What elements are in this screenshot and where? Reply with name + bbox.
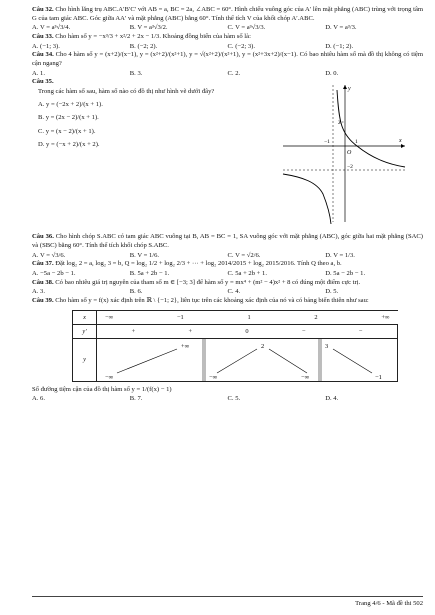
x-label: x: [399, 138, 402, 145]
y-value: 2: [261, 342, 265, 350]
option-d: D. 5.: [325, 288, 339, 296]
option-a: A. 1.: [32, 69, 46, 77]
left-branch-curve: [283, 174, 331, 224]
y-label: y: [348, 86, 351, 93]
question-text: Cho hình lăng trụ ABC.A′B′C′ với AB = a, BC = 2a, ∠ABC = 60°. Hình chiếu vuông góc của A′ lên mặt phẳng (ABC) trùng với trọng tâm G của tam giác ABC. Góc giữa AA′ và mặt phẳng (ABC) bằng 60°. Tính thể tích V của khối chóp A′.ABC.: [32, 6, 423, 22]
y-value: −1: [375, 373, 382, 381]
y-row: [73, 338, 398, 381]
question-number: Câu 35.: [32, 78, 54, 86]
option-c: C. 4.: [227, 288, 241, 296]
option-b: B. y = (2x − 2)/(x + 1).: [38, 114, 99, 122]
option-c: C. 2.: [227, 69, 241, 77]
question-39-followup: Số đường tiệm cận của đồ thị hàm số y = 1/(f(x) − 1): [32, 385, 172, 393]
question-35: [32, 78, 423, 233]
sign: +: [131, 327, 136, 335]
x-value: 2: [314, 313, 318, 321]
question-number: Câu 32.: [32, 6, 54, 13]
option-d: D. 5a − 2b − 1.: [325, 269, 366, 277]
option-a: A. y = (−2x + 2)/(x + 1).: [38, 100, 103, 108]
options-37: [32, 270, 423, 279]
tick-2: 2: [338, 120, 341, 127]
tick-1: 1: [355, 139, 358, 146]
function-graph: [277, 82, 407, 227]
option-b: B. V = 1/6.: [129, 251, 160, 259]
option-b: B. 3.: [129, 69, 143, 77]
question-number: Câu 34.: [32, 51, 54, 59]
options-32: [32, 24, 423, 33]
option-c: C. V = √2/6.: [227, 251, 261, 259]
y-value: 3: [325, 342, 329, 350]
x-value: +∞: [381, 313, 390, 321]
option-c: C. V = a³√3/3.: [227, 24, 266, 32]
option-d: D. 0.: [325, 69, 339, 77]
question-text: Có bao nhiêu giá trị nguyên của tham số m ∈ [−3; 3] để hàm số y = mx⁴ + (m² − 4)x² + 8 có đúng một điểm cực trị.: [55, 278, 361, 286]
question-text: Trong các hàm số sau, hàm số nào có đồ thị như hình vẽ dưới đây?: [38, 87, 215, 95]
question-number: Câu 36.: [32, 233, 54, 241]
option-b: B. 6.: [129, 288, 143, 296]
option-d: D. (−1; 2).: [325, 42, 354, 50]
sign: +: [188, 327, 193, 335]
variation-arrows: [97, 339, 397, 381]
options-34: [32, 70, 423, 79]
x-row-label: x: [73, 310, 97, 324]
option-c: C. 5a + 2b + 1.: [227, 269, 267, 277]
tick-neg-2: −2: [347, 164, 353, 171]
question-number: Câu 33.: [32, 32, 54, 40]
option-a: A. V = √3/6.: [32, 251, 66, 259]
option-c: C. (−2; 3).: [227, 42, 256, 50]
option-b: B. (−2; 2).: [129, 42, 158, 50]
option-a: A. 6.: [32, 395, 46, 403]
option-c: C. y = (x − 2)/(x + 1).: [38, 127, 96, 135]
options-36: [32, 252, 423, 261]
option-d: D. 4.: [325, 395, 339, 403]
variation-table: [72, 310, 398, 382]
question-text: Cho hàm số y = −x³/3 + x²/2 + 2x − 1/3. Khoảng đồng biến của hàm số là:: [55, 32, 251, 40]
options-39: [32, 395, 423, 404]
option-a: A. V = a³√3/4.: [32, 24, 71, 32]
question-text: Đặt log₂ 2 = a, log₂ 3 = b, Q = log₂ 1/2 + log₂ 2/3 + ··· + log₂ 2014/2015 + log₂ 2015/2016. Tính Q theo a, b.: [55, 260, 342, 268]
question-text: Cho hàm số y = f(x) xác định trên ℝ \ {−1; 2}, liên tục trên các khoảng xác định của nó và có bảng biến thiên như sau:: [55, 297, 369, 305]
question-32: [32, 6, 423, 23]
option-b: B. 5a + 2b − 1.: [129, 269, 170, 277]
question-39: [32, 297, 423, 306]
question-37: [32, 260, 423, 269]
y-value: +∞: [181, 342, 190, 350]
origin-label: O: [347, 150, 352, 157]
question-number: Câu 37.: [32, 260, 54, 268]
derivative-row: [73, 324, 398, 338]
option-a: A. 3.: [32, 288, 46, 296]
option-c: C. 5.: [227, 395, 241, 403]
y-row-label: y: [73, 338, 97, 381]
sign: −: [301, 327, 306, 335]
options-38: [32, 288, 423, 297]
sign: −: [358, 327, 363, 335]
y-value: −∞: [105, 373, 114, 381]
x-value: −∞: [105, 313, 114, 321]
option-d: D. V = 1/3.: [325, 251, 355, 259]
option-d: D. y = (−x + 2)/(x + 2).: [38, 141, 100, 149]
tick-neg-1: −1: [324, 139, 330, 146]
question-number: Câu 38.: [32, 278, 54, 286]
option-b: B. 7.: [129, 395, 143, 403]
x-value: −1: [176, 313, 184, 321]
question-38: [32, 279, 423, 288]
question-text: Cho hình chóp S.ABC có tam giác ABC vuông tại B, AB = BC = 1, SA vuông góc với mặt phẳng (ABC), góc giữa hai mặt phẳng (SAC) và (SBC) bằng 60°. Tính thể tích khối chóp S.ABC.: [32, 233, 423, 249]
question-33: [32, 33, 423, 42]
x-value: 1: [247, 313, 251, 321]
y-value: −∞: [209, 373, 218, 381]
question-34: [32, 51, 423, 68]
x-row: [73, 310, 398, 324]
question-number: Câu 39.: [32, 297, 54, 305]
option-b: B. V = a³√3/2.: [129, 24, 168, 32]
sign: 0: [245, 327, 249, 335]
question-36: [32, 233, 423, 250]
question-text: Cho 4 hàm số y = (x+2)/(x−1), y = (x²+2)/(x²+1), y = √(x²+2)/(x²+1), y = (x²+3x+2)/(x−1). Có bao nhiêu hàm số mà đồ thị không có tiệm cận ngang?: [32, 51, 423, 67]
option-a: A. (−1; 3).: [32, 42, 60, 50]
option-a: A. −5a − 2b − 1.: [32, 269, 76, 277]
derivative-row-label: y′: [73, 324, 97, 338]
page-footer: Trang 4/6 - Mã đề thi 502: [32, 596, 423, 607]
option-d: D. V = a³/3.: [325, 24, 357, 32]
y-value: −∞: [301, 373, 310, 381]
